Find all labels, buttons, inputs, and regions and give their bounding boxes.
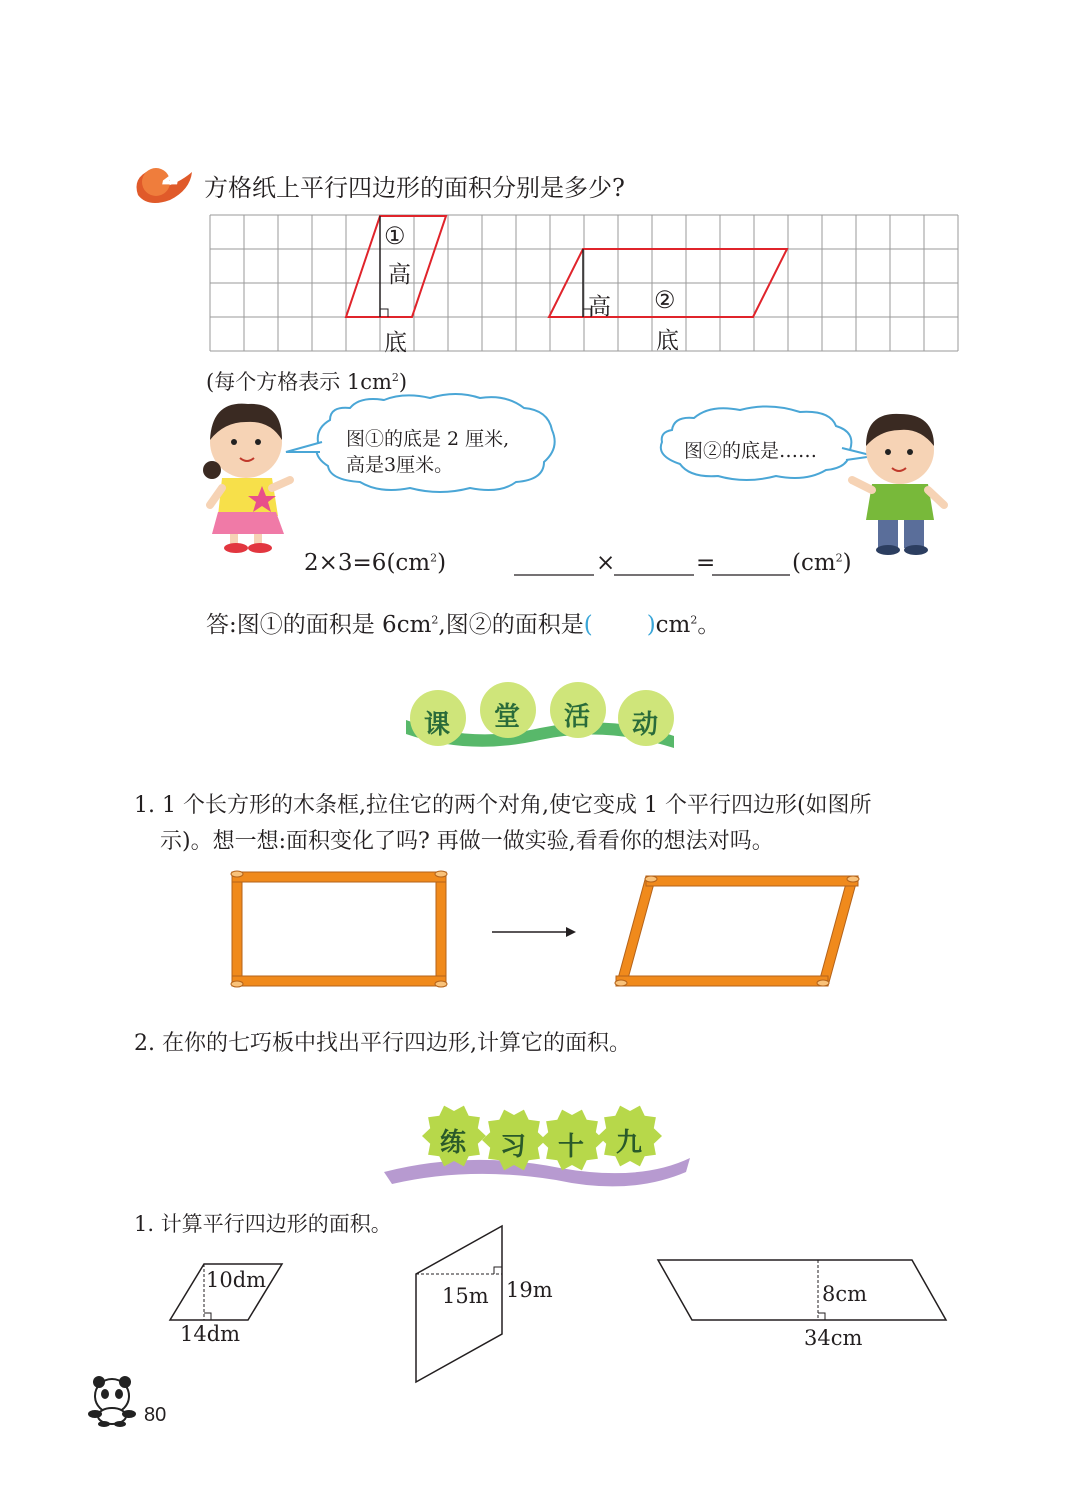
boy-illustration xyxy=(852,414,944,555)
fig-b-height: 15m xyxy=(442,1284,489,1308)
panda-icon xyxy=(88,1376,136,1427)
page-number: 80 xyxy=(144,1404,167,1426)
shape2-number: ② xyxy=(654,286,676,314)
classroom-banner-char-1: 课 xyxy=(424,710,451,740)
formula-unit: $(cm^2)$ xyxy=(792,550,852,576)
fig-a-base: 14dm xyxy=(180,1322,241,1346)
girl-speech-line1: 图①的底是 2 厘米, xyxy=(346,428,510,450)
activity-2: 2. 在你的七巧板中找出平行四边形,计算它的面积。 xyxy=(134,1031,631,1056)
example-question: 方格纸上平行四边形的面积分别是多少? xyxy=(204,174,625,202)
formula-left: $2\times 3=6(cm^2)$ xyxy=(304,550,447,576)
girl-speech xyxy=(346,426,509,478)
exercise-banner-char-1: 练 xyxy=(440,1128,467,1158)
exercise-banner-char-2: 习 xyxy=(500,1132,527,1162)
exercise-figure-c xyxy=(658,1260,946,1320)
classroom-banner-char-4: 动 xyxy=(632,710,659,740)
classroom-banner-char-3: 活 xyxy=(564,702,591,732)
formula-times: × xyxy=(596,550,616,576)
exercise-banner-char-4: 九 xyxy=(616,1128,643,1158)
shape2-height-label: 高 xyxy=(588,294,611,320)
example-number: 2 xyxy=(162,158,182,191)
activity-1-line2: 示)。想一想:面积变化了吗? 再做一做实验,看看你的想法对吗。 xyxy=(160,829,774,854)
parallelogram-wood-frame xyxy=(615,876,859,986)
boy-speech: 图②的底是…… xyxy=(684,440,818,462)
fig-a-height: 10dm xyxy=(206,1268,267,1292)
classroom-banner-char-2: 堂 xyxy=(494,702,521,732)
exercise-banner xyxy=(384,1106,690,1187)
girl-illustration xyxy=(203,404,290,553)
formula-equals: = xyxy=(696,550,716,576)
girl-speech-line2: 高是3厘米。 xyxy=(346,454,454,476)
exercise-1-title: 1. 计算平行四边形的面积。 xyxy=(134,1212,392,1236)
shape1-height-label: 高 xyxy=(388,262,411,288)
grid-note: (每个方格表示 $1cm^2$) xyxy=(206,370,408,394)
shape1-base-label: 底 xyxy=(384,330,407,356)
rectangle-wood-frame xyxy=(231,871,447,987)
answer-line: 答:图①的面积是 $6cm^2$,图②的面积是( )$cm^2$。 xyxy=(206,612,721,638)
fig-c-height: 8cm xyxy=(822,1282,868,1306)
fig-c-base: 34cm xyxy=(804,1326,863,1350)
shape1-number: ① xyxy=(384,222,406,250)
right-arrow-icon xyxy=(492,927,576,937)
activity-1-line1: 1. 1 个长方形的木条框,拉住它的两个对角,使它变成 1 个平行四边形(如图所 xyxy=(134,793,872,818)
fig-b-side: 19m xyxy=(506,1278,553,1302)
activity-1 xyxy=(134,788,872,860)
exercise-banner-char-3: 十 xyxy=(558,1132,585,1162)
square-grid xyxy=(210,215,958,351)
shape2-base-label: 底 xyxy=(656,328,679,354)
